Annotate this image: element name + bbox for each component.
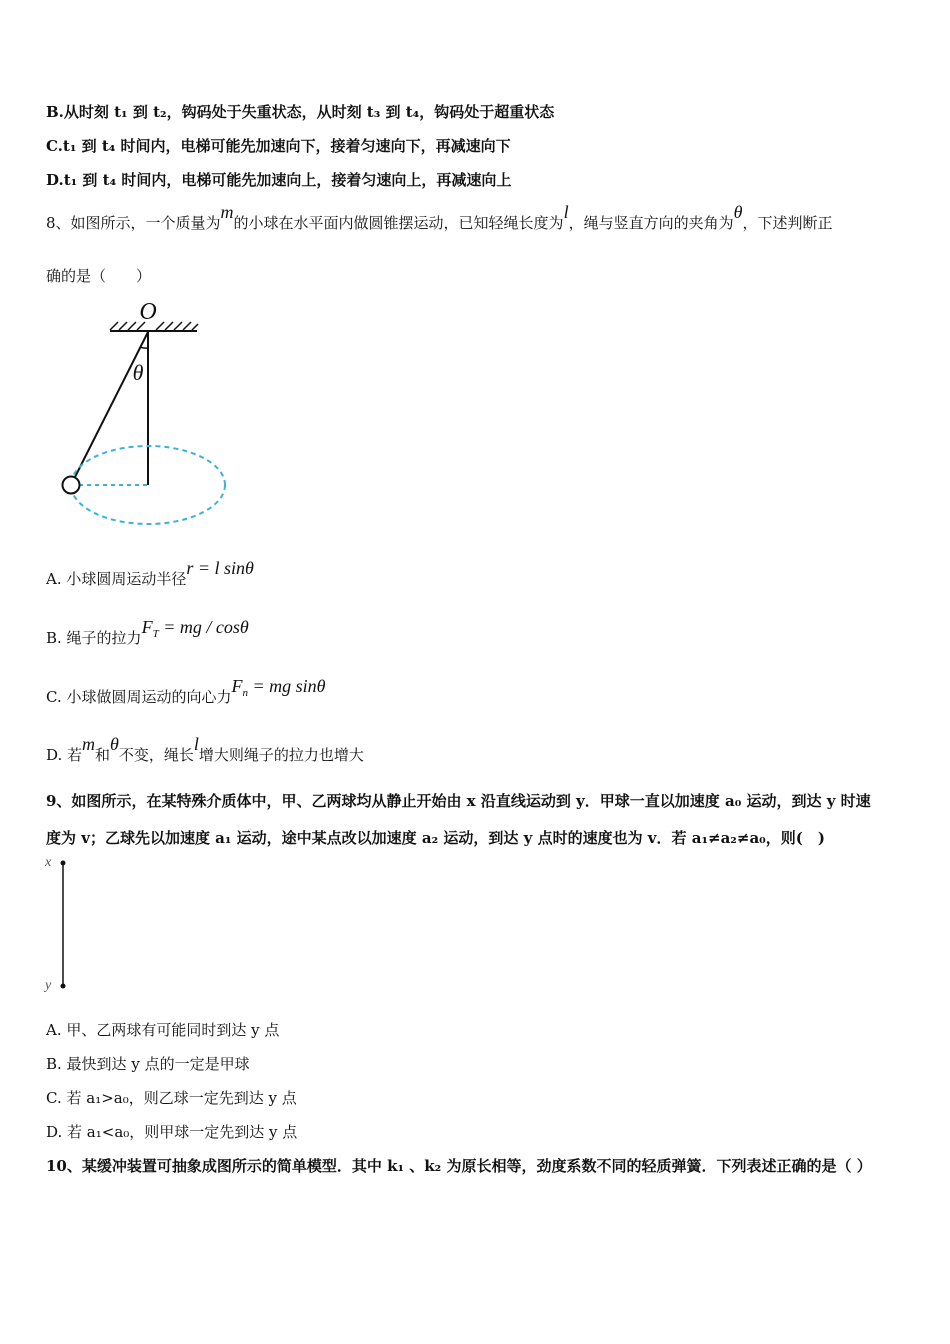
q8-option-d: D. 若m和θ不变，绳长l增大则绳子的拉力也增大 [46, 734, 364, 764]
var-theta: θ [733, 202, 743, 222]
q7-option-c: C.t₁ 到 t₄ 时间内，电梯可能先加速向下，接着匀速向下，再减速向下 [46, 137, 511, 155]
label-o: O [139, 299, 157, 325]
xy-line-figure [40, 850, 80, 995]
q9-option-b: B. 最快到达 y 点的一定是甲球 [46, 1055, 250, 1073]
label-theta: θ [132, 360, 144, 385]
q7-option-d: D.t₁ 到 t₄ 时间内，电梯可能先加速向上，接着匀速向上，再减速向上 [46, 171, 512, 189]
q9-stem-line1: 9、如图所示，在某特殊介质体中，甲、乙两球均从静止开始由 x 沿直线运动到 y．甲球一直以加速度 a₀ 运动，到达 y 时速 [46, 792, 871, 810]
q9-stem-line2: 度为 v；乙球先以加速度 a₁ 运动，途中某点改以加速度 a₂ 运动，到达 y 点时的速度也为 v．若 a₁≠a₂≠a₀，则( ) [46, 829, 825, 847]
q8-option-b: B. 绳子的拉力$F_T$ = mg / cosθ [46, 617, 249, 647]
label-y: y [45, 978, 52, 993]
angle-arc [140, 347, 148, 348]
q9-option-a: A. 甲、乙两球有可能同时到达 y 点 [46, 1021, 280, 1039]
string-line [71, 332, 148, 485]
point-y [61, 984, 66, 989]
q7-option-b: B.从时刻 t₁ 到 t₂，钩码处于失重状态，从时刻 t₃ 到 t₄，钩码处于超重状态 [46, 103, 555, 121]
q8-stem-line1: 8、如图所示，一个质量为m的小球在水平面内做圆锥摆运动，已知轻绳长度为l，绳与竖直方向的夹角为θ，下述判断正 [46, 202, 833, 232]
var-m: m [220, 202, 234, 222]
conical-pendulum-figure [55, 295, 240, 530]
q9-option-d: D. 若 a₁<a₀，则甲球一定先到达 y 点 [46, 1123, 298, 1141]
q9-option-c: C. 若 a₁>a₀，则乙球一定先到达 y 点 [46, 1089, 297, 1107]
q8-stem-line2: 确的是（ ） [46, 267, 152, 285]
var-l: l [563, 202, 569, 222]
q10-stem: 10、某缓冲装置可抽象成图所示的简单模型．其中 k₁ 、k₂ 为原长相等，劲度系数不同的轻质弹簧．下列表述正确的是（ ） [46, 1157, 872, 1175]
label-x: x [45, 855, 52, 870]
ball [63, 477, 80, 494]
q8-option-c: C. 小球做圆周运动的向心力$F_n$ = mg sinθ [46, 676, 326, 706]
q8-option-a: A. 小球圆周运动半径r = l sinθ [46, 558, 254, 588]
